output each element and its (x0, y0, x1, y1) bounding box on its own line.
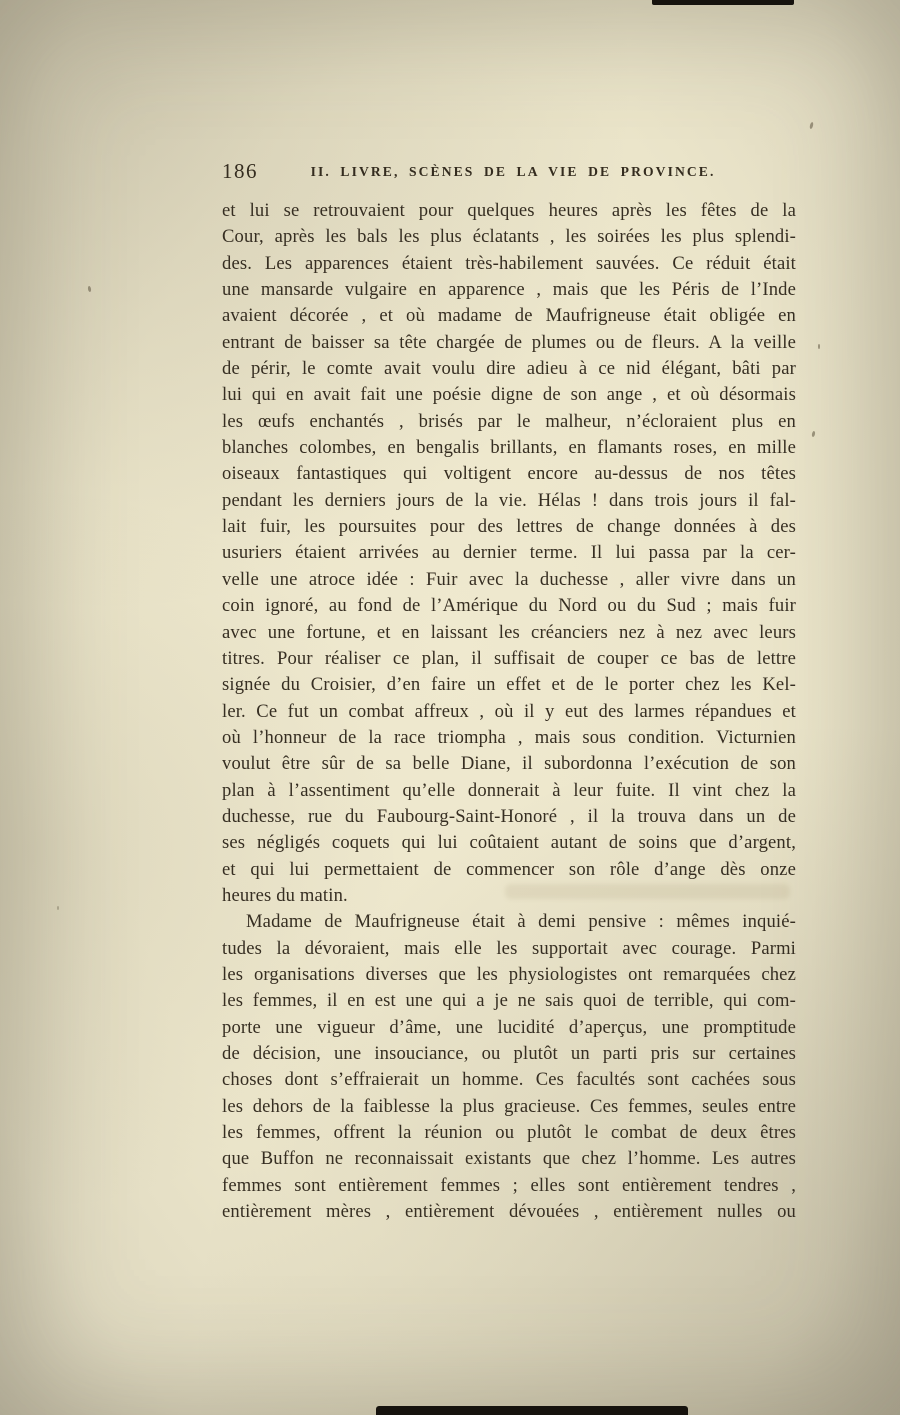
text-line: usuriers étaient arrivées au dernier terme. Il lui passa par la cer- (222, 542, 796, 564)
scan-speck (88, 286, 92, 292)
text-line: entièrement mères , entièrement dévouées , entièrement nulles ou (222, 1201, 796, 1223)
text-line: de décision, une insouciance, ou plutôt un parti pris sur certaines (222, 1043, 796, 1064)
text-line: oiseaux fantastiques qui voltigent encore au-dessus de nos têtes (222, 463, 796, 485)
body-text (222, 198, 796, 1225)
text-line: les dehors de la faiblesse la plus gracieuse. Ces femmes, seules entre (222, 1095, 796, 1117)
text-line: heures du matin. (222, 884, 348, 906)
scan-speck (818, 344, 820, 349)
text-line: titres. Pour réaliser ce plan, il suffisait de couper ce bas de lettre (222, 647, 796, 669)
scan-edge-artifact-bottom (376, 1406, 688, 1415)
text-line: velle une atroce idée : Fuir avec la duchesse , aller vivre dans un (222, 568, 796, 590)
text-block (222, 159, 796, 1225)
text-line: les œufs enchantés , brisés par le malheur, n’écloraient plus en (222, 410, 796, 432)
text-line: porte une vigueur d’âme, une lucidité d’aperçus, une promptitude (222, 1016, 796, 1038)
page-number: 186 (222, 159, 258, 183)
text-line: les organisations diverses que les physiologistes ont remarquées chez (222, 963, 796, 985)
text-line: de périr, le comte avait voulu dire adieu à ce nid élégant, bâti par (222, 358, 796, 380)
text-line: tudes la dévoraient, mais elle les supportait avec courage. Parmi (222, 937, 796, 959)
scan-speck (57, 906, 59, 910)
text-line: lui qui en avait fait une poésie digne de son ange , et où désormais (222, 384, 796, 406)
text-line: les femmes, offrent la réunion ou plutôt le combat de deux êtres (222, 1122, 796, 1144)
paragraph (222, 198, 796, 909)
text-line: lait fuir, les poursuites pour des lettres de change données à des (222, 516, 796, 538)
text-line: voulut être sûr de sa belle Diane, il subordonna l’exécution de son (222, 753, 796, 775)
scan-edge-artifact-top (652, 0, 794, 5)
text-line: Madame de Maufrigneuse était à demi pensive : mêmes inquié- (246, 911, 796, 933)
text-line: une mansarde vulgaire en apparence , mais que les Péris de l’Inde (222, 279, 796, 301)
text-line: que Buffon ne reconnaissait existants que chez l’homme. Les autres (222, 1148, 796, 1170)
text-line: signée du Croisier, d’en faire un effet et de le porter chez les Kel- (222, 674, 796, 696)
text-line: coin ignoré, au fond de l’Amérique du Nord ou du Sud ; mais fuir (222, 595, 796, 617)
text-line: pendant les derniers jours de la vie. Hélas ! dans trois jours il fal- (222, 489, 796, 511)
scan-speck (809, 122, 814, 130)
text-line: choses dont s’effraierait un homme. Ces facultés sont cachées sous (222, 1069, 796, 1091)
text-line: blanches colombes, en bengalis brillants, en flamants roses, en mille (222, 437, 796, 459)
text-line: et lui se retrouvaient pour quelques heures après les fêtes de la (222, 200, 796, 221)
text-line: ses négligés coquets qui lui coûtaient autant de soins que d’argent, (222, 832, 796, 854)
paragraph (222, 909, 796, 1225)
text-line: des. Les apparences étaient très-habilement sauvées. Ce réduit était (222, 252, 796, 274)
text-line: et qui lui permettaient de commencer son rôle d’ange dès onze (222, 858, 796, 880)
text-line: ler. Ce fut un combat affreux , où il y eut des larmes répandues et (222, 700, 796, 722)
text-line: Cour, après les bals les plus éclatants , les soirées les plus splendi- (222, 226, 796, 248)
text-line: avec une fortune, et en laissant les créanciers nez à nez avec leurs (222, 621, 796, 643)
text-line: avaient décorée , et où madame de Maufrigneuse était obligée en (222, 305, 796, 327)
text-line: où l’honneur de la race triompha , mais sous condition. Victurnien (222, 726, 796, 748)
text-line: entrant de baisser sa tête chargée de plumes ou de fleurs. A la veille (222, 331, 796, 353)
running-header: II. LIVRE, SCÈNES DE LA VIE DE PROVINCE. (310, 164, 716, 179)
page-header (222, 159, 796, 186)
text-line: les femmes, il en est une qui a je ne sais quoi de terrible, qui com- (222, 990, 796, 1012)
text-line: femmes sont entièrement femmes ; elles sont entièrement tendres , (222, 1174, 796, 1196)
text-line: duchesse, rue du Faubourg-Saint-Honoré , il la trouva dans un de (222, 805, 796, 827)
text-line: plan à l’assentiment qu’elle donnerait à leur fuite. Il vint chez la (222, 779, 796, 801)
scan-speck (811, 431, 815, 437)
